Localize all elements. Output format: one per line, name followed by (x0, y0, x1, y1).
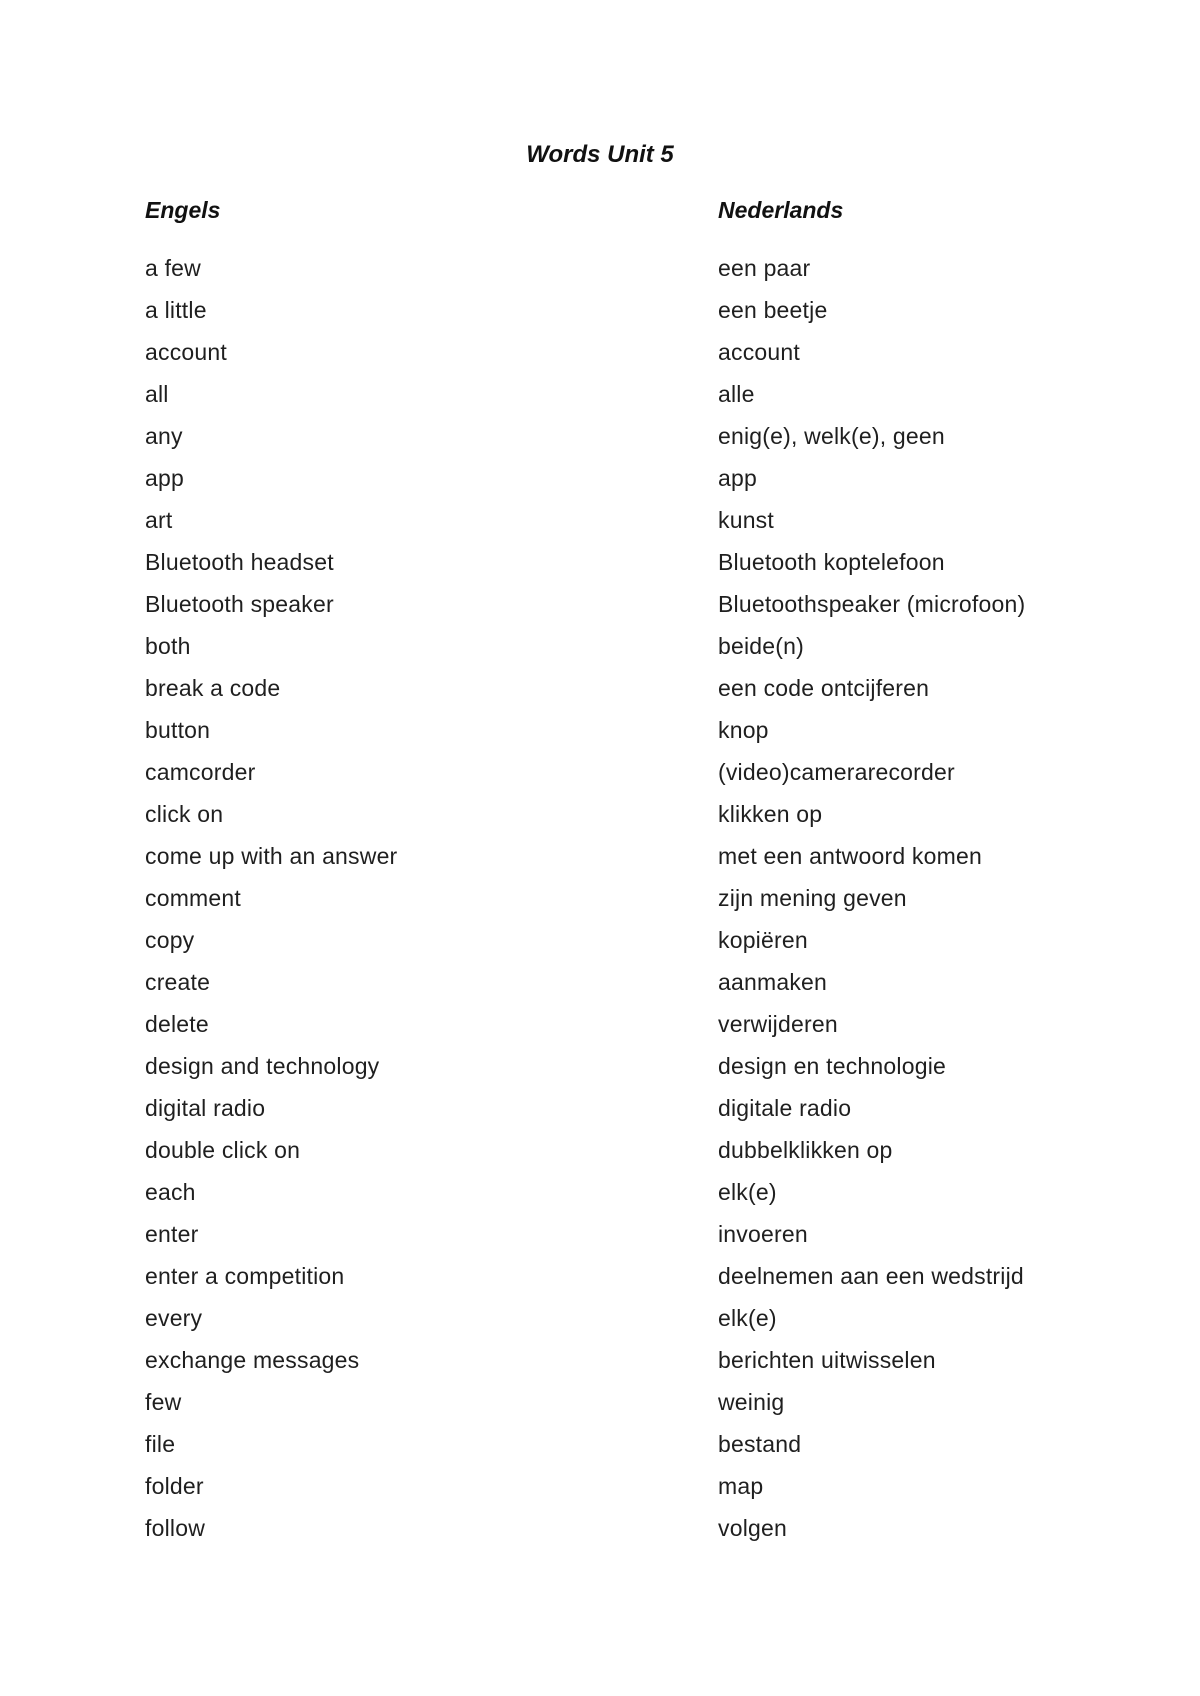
english-word: click on (145, 801, 224, 827)
table-row (145, 1381, 1075, 1423)
table-row (145, 583, 1075, 625)
dutch-translation: enig(e), welk(e), geen (718, 423, 945, 449)
vocabulary-table-body (145, 247, 1075, 1549)
dutch-translation: account (718, 339, 800, 365)
dutch-translation: (video)camerarecorder (718, 759, 955, 785)
page-title: Words Unit 5 (526, 141, 674, 168)
table-row (145, 499, 1075, 541)
english-word: few (145, 1389, 182, 1415)
dutch-translation: zijn mening geven (718, 885, 907, 911)
english-word: a few (145, 255, 201, 281)
dutch-translation: alle (718, 381, 755, 407)
english-word: all (145, 381, 169, 407)
table-row (145, 625, 1075, 667)
dutch-translation: met een antwoord komen (718, 843, 982, 869)
dutch-translation: design en technologie (718, 1053, 946, 1079)
dutch-translation: elk(e) (718, 1305, 777, 1331)
table-row (145, 1087, 1075, 1129)
dutch-translation: dubbelklikken op (718, 1137, 893, 1163)
dutch-translation: kunst (718, 507, 774, 533)
english-word: Bluetooth headset (145, 549, 334, 575)
dutch-translation: Bluetooth koptelefoon (718, 549, 945, 575)
english-word: double click on (145, 1137, 301, 1163)
english-word: account (145, 339, 227, 365)
table-row (145, 961, 1075, 1003)
table-row (145, 877, 1075, 919)
english-word: every (145, 1305, 203, 1331)
table-row (145, 1507, 1075, 1549)
english-word: delete (145, 1011, 209, 1037)
table-row (145, 1045, 1075, 1087)
table-row (145, 751, 1075, 793)
table-row (145, 919, 1075, 961)
dutch-translation: deelnemen aan een wedstrijd (718, 1263, 1024, 1289)
dutch-translation: beide(n) (718, 633, 804, 659)
table-row (145, 1003, 1075, 1045)
english-word: both (145, 633, 191, 659)
dutch-translation: een beetje (718, 297, 828, 323)
table-row (145, 667, 1075, 709)
dutch-translation: een code ontcijferen (718, 675, 930, 701)
dutch-translation: klikken op (718, 801, 823, 827)
dutch-translation: Bluetoothspeaker (microfoon) (718, 591, 1026, 617)
english-word: enter (145, 1221, 199, 1247)
dutch-translation: kopiëren (718, 927, 808, 953)
english-word: digital radio (145, 1095, 266, 1121)
english-word: copy (145, 927, 195, 953)
table-row (145, 1255, 1075, 1297)
column-header-english: Engels (145, 197, 221, 223)
vocabulary-table (145, 247, 1075, 1549)
dutch-translation: weinig (718, 1389, 785, 1415)
table-row (145, 1297, 1075, 1339)
english-word: button (145, 717, 211, 743)
english-word: follow (145, 1515, 206, 1541)
english-word: app (145, 465, 184, 491)
english-word: art (145, 507, 173, 533)
english-word: folder (145, 1473, 204, 1499)
table-row (145, 1213, 1075, 1255)
english-word: any (145, 423, 183, 449)
dutch-translation: een paar (718, 255, 811, 281)
table-row (145, 1129, 1075, 1171)
table-row (145, 709, 1075, 751)
table-row (145, 1423, 1075, 1465)
table-row (145, 415, 1075, 457)
english-word: Bluetooth speaker (145, 591, 334, 617)
dutch-translation: verwijderen (718, 1011, 838, 1037)
dutch-translation: volgen (718, 1515, 787, 1541)
english-word: exchange messages (145, 1347, 360, 1373)
table-row (145, 1171, 1075, 1213)
dutch-translation: map (718, 1473, 764, 1499)
english-word: break a code (145, 675, 281, 701)
table-row (145, 1339, 1075, 1381)
english-word: come up with an answer (145, 843, 398, 869)
dutch-translation: bestand (718, 1431, 802, 1457)
english-word: create (145, 969, 211, 995)
dutch-translation: digitale radio (718, 1095, 852, 1121)
english-word: file (145, 1431, 176, 1457)
dutch-translation: invoeren (718, 1221, 808, 1247)
dutch-translation: app (718, 465, 757, 491)
table-row (145, 793, 1075, 835)
column-header-dutch: Nederlands (718, 197, 844, 223)
dutch-translation: knop (718, 717, 769, 743)
table-row (145, 247, 1075, 289)
english-word: each (145, 1179, 196, 1205)
table-row (145, 1465, 1075, 1507)
table-row (145, 835, 1075, 877)
dutch-translation: aanmaken (718, 969, 828, 995)
table-row (145, 373, 1075, 415)
english-word: comment (145, 885, 241, 911)
dutch-translation: elk(e) (718, 1179, 777, 1205)
table-row (145, 331, 1075, 373)
english-word: enter a competition (145, 1263, 345, 1289)
english-word: camcorder (145, 759, 256, 785)
table-row (145, 289, 1075, 331)
english-word: a little (145, 297, 207, 323)
english-word: design and technology (145, 1053, 380, 1079)
dutch-translation: berichten uitwisselen (718, 1347, 936, 1373)
table-row (145, 457, 1075, 499)
table-row (145, 541, 1075, 583)
